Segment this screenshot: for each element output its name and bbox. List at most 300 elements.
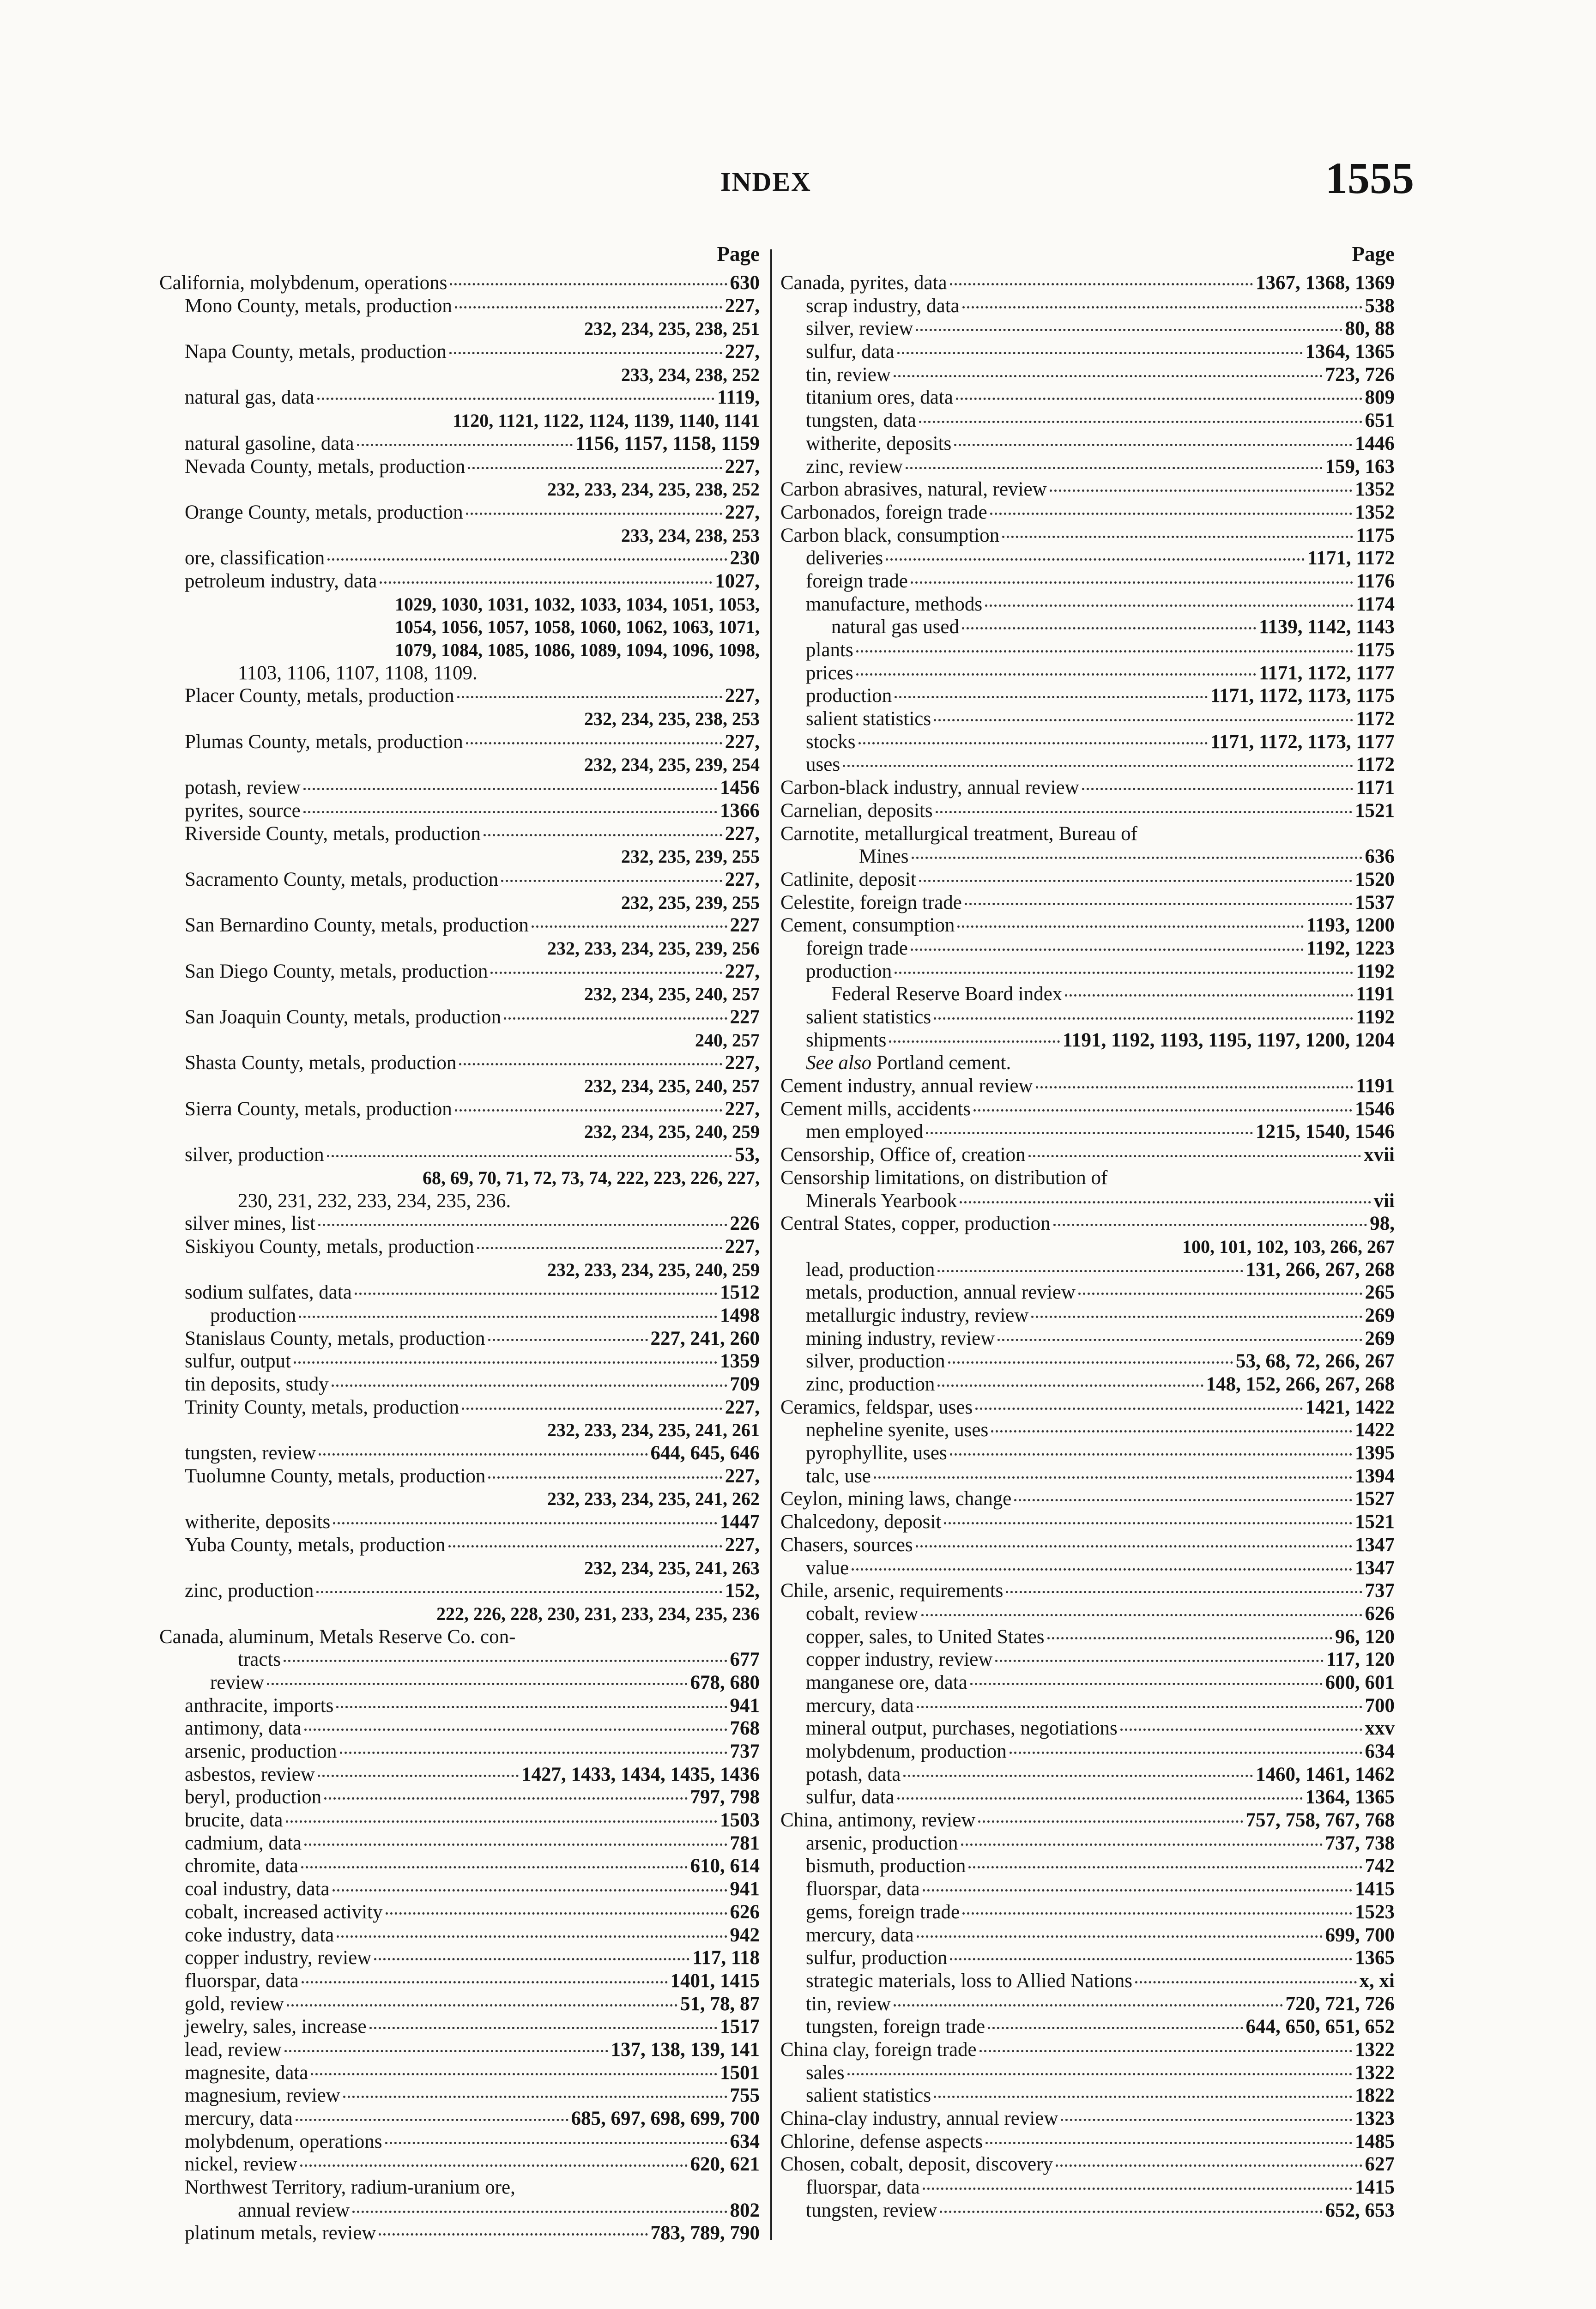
entry-page-refs: 1215, 1540, 1546 [1256, 1121, 1395, 1143]
entry-text: Chlorine, defense aspects [780, 2130, 983, 2152]
entry-page-refs: 227, [725, 685, 760, 707]
dot-leader [847, 2073, 1352, 2075]
entry-page-refs: 1192 [1356, 1006, 1395, 1028]
entry-text: stocks [806, 731, 856, 753]
entry-text: Riverside County, metals, production [185, 822, 481, 845]
dot-leader [318, 1775, 519, 1777]
dot-leader [926, 1132, 1253, 1134]
entry-text: Celestite, foreign trade [780, 891, 962, 913]
entry-text: shipments [806, 1029, 887, 1051]
entry-page-refs: 148, 152, 266, 267, 268 [1206, 1373, 1395, 1395]
entry-text: mineral output, purchases, negotiations [806, 1717, 1118, 1740]
entry-page-refs: 1171, 1172, 1173, 1177 [1210, 731, 1395, 753]
dot-leader [490, 972, 722, 974]
entry-text: Chile, arsenic, requirements [780, 1580, 1004, 1602]
dot-leader [336, 1706, 727, 1708]
entry-page-refs: 626 [730, 1901, 760, 1923]
entry-page-refs: 269 [1365, 1304, 1395, 1326]
entry-text: Mono County, metals, production [185, 295, 452, 317]
entry-page-refs: 131, 266, 267, 268 [1245, 1258, 1395, 1281]
dot-leader [950, 1958, 1352, 1960]
dot-leader [919, 880, 1352, 882]
dot-leader [317, 398, 714, 400]
index-entry [159, 501, 760, 524]
entry-page-refs: 1191, 1192, 1193, 1195, 1197, 1200, 1204 [1062, 1029, 1395, 1051]
dot-leader [889, 1040, 1059, 1043]
entry-page-refs: 677 [730, 1649, 760, 1671]
entry-text: Napa County, metals, production [185, 341, 447, 363]
entry-page-refs: 634 [730, 2130, 760, 2152]
index-entry-continuation [159, 317, 760, 340]
entry-text: silver, review [806, 318, 913, 340]
dot-leader [311, 2073, 717, 2075]
entry-text: gems, foreign trade [806, 1901, 960, 1923]
dot-leader [318, 1224, 727, 1226]
entry-text: pyrites, source [185, 799, 301, 822]
dot-leader [286, 1820, 717, 1823]
entry-text: plants [806, 639, 853, 661]
entry-text: Trinity County, metals, production [185, 1396, 459, 1418]
entry-page-refs: 757, 758, 767, 768 [1245, 1809, 1395, 1831]
entry-text: tungsten, review [806, 2199, 937, 2221]
dot-leader [950, 1453, 1352, 1456]
entry-text: foreign trade [806, 570, 908, 592]
entry-text: cobalt, review [806, 1602, 919, 1625]
index-entry [780, 1671, 1395, 1694]
entry-text: China, antimony, review [780, 1809, 976, 1831]
entry-page-refs: 644, 645, 646 [650, 1442, 760, 1464]
entry-text: copper industry, review [806, 1649, 993, 1671]
entry-text: 232, 233, 234, 235, 240, 259 [547, 1259, 760, 1280]
entry-page-refs: 941 [730, 1694, 760, 1717]
dot-leader [468, 467, 722, 469]
dot-leader [1002, 536, 1353, 538]
entry-text: anthracite, imports [185, 1694, 334, 1717]
entry-text: salient statistics [806, 2085, 931, 2107]
entry-text: talc, use [806, 1465, 871, 1487]
index-entry [780, 1786, 1395, 1809]
dot-leader [284, 2050, 608, 2052]
entry-page-refs: 230 [730, 547, 760, 569]
index-entry-continuation [159, 1167, 760, 1190]
entry-text: sulfur, production [806, 1947, 948, 1969]
dot-leader [466, 742, 722, 744]
page-number: 1555 [1325, 153, 1414, 203]
entry-text: tin, review [806, 363, 891, 386]
entry-text: natural gas used [831, 616, 960, 638]
index-entry-continuation [159, 983, 760, 1006]
entry-text: witherite, deposits [185, 1511, 331, 1533]
index-entry [159, 1373, 760, 1396]
index-entry [780, 2061, 1395, 2085]
dot-leader [894, 2004, 1283, 2007]
index-entry [780, 1579, 1395, 1602]
entry-page-refs: 1359 [720, 1350, 760, 1372]
entry-page-refs: 269 [1365, 1327, 1395, 1349]
dot-leader [919, 421, 1362, 423]
entry-text: Sierra County, metals, production [185, 1098, 452, 1120]
entry-text: strategic materials, loss to Allied Nations [806, 1970, 1132, 1992]
index-entry [780, 1465, 1395, 1488]
dot-leader [998, 1339, 1362, 1341]
dot-leader [843, 765, 1353, 767]
entry-text: Carbon abrasives, natural, review [780, 478, 1047, 501]
entry-page-refs: 737 [730, 1741, 760, 1762]
index-entry [780, 731, 1395, 754]
entry-text: sulfur, data [806, 1786, 895, 1808]
index-entry [159, 1396, 760, 1419]
entry-text: Orange County, metals, production [185, 501, 463, 523]
entry-text: uses [806, 754, 840, 776]
column-heading-page: Page [717, 242, 760, 266]
entry-page-refs: 700 [1365, 1694, 1395, 1717]
index-entry [780, 983, 1395, 1006]
entry-text: zinc, production [185, 1580, 314, 1602]
index-entry-continuation [159, 639, 760, 662]
index-entry [780, 593, 1395, 616]
entry-text: titanium ores, data [806, 387, 953, 409]
entry-text: sulfur, output [185, 1350, 291, 1372]
index-entry [159, 1304, 760, 1327]
dot-leader [985, 604, 1353, 607]
index-entry [780, 295, 1395, 318]
entry-page-refs: 53, [735, 1144, 760, 1166]
dot-leader [856, 650, 1354, 653]
index-entry [780, 662, 1395, 685]
index-entry [780, 707, 1395, 731]
entry-text: chromite, data [185, 1855, 298, 1877]
index-entry [780, 1190, 1395, 1213]
index-entry [159, 1648, 760, 1671]
dot-leader [991, 1430, 1352, 1433]
index-entry [780, 524, 1395, 547]
dot-leader [921, 1614, 1362, 1616]
entry-page-refs: 1119, [717, 387, 760, 409]
index-entry [159, 2153, 760, 2176]
entry-text: Shasta County, metals, production [185, 1052, 457, 1074]
entry-text: sodium sulfates, data [185, 1281, 352, 1304]
entry-text: 100, 101, 102, 103, 266, 267 [1182, 1236, 1395, 1257]
entry-text: Censorship limitations, on distribution of [780, 1167, 1108, 1189]
entry-text: 233, 234, 238, 253 [621, 525, 760, 546]
entry-text: 232, 234, 235, 240, 257 [584, 984, 760, 1005]
index-entry [159, 776, 760, 799]
entry-text: manufacture, methods [806, 593, 983, 615]
index-entry [159, 822, 760, 846]
entry-text: copper, sales, to United States [806, 1626, 1045, 1648]
entry-text: ore, classification [185, 547, 325, 569]
entry-page-refs: 1156, 1157, 1158, 1159 [575, 432, 760, 454]
dot-leader [950, 283, 1253, 285]
dot-leader [455, 306, 722, 308]
entry-page-refs: 630 [730, 272, 760, 294]
index-entry-continuation [780, 1235, 1395, 1258]
entry-page-refs: 1366 [720, 799, 760, 822]
index-entry [780, 1602, 1395, 1626]
index-entry-continuation [159, 1190, 760, 1213]
index-entry [159, 1143, 760, 1167]
entry-page-refs: 152, [725, 1580, 760, 1602]
dot-leader [287, 2004, 677, 2007]
dot-leader [923, 2188, 1352, 2190]
entry-text: 232, 234, 235, 239, 254 [584, 754, 760, 775]
dot-leader [501, 880, 722, 882]
entry-page-refs: 1193, 1200 [1306, 914, 1395, 937]
entry-page-refs: 709 [730, 1373, 760, 1395]
entry-page-refs: 1027, [715, 570, 760, 592]
index-entry [780, 776, 1395, 799]
entry-text: zinc, review [806, 455, 903, 478]
index-entry [780, 2130, 1395, 2153]
entry-page-refs: 227, [725, 1098, 760, 1120]
index-entry [780, 1878, 1395, 1901]
entry-page-refs: 227, [725, 1396, 760, 1418]
index-entry-continuation [159, 1029, 760, 1052]
dot-leader [1036, 1086, 1354, 1088]
entry-page-refs: 1191 [1356, 1075, 1395, 1097]
entry-page-refs: 1323 [1355, 2108, 1395, 2129]
dot-leader [1028, 1155, 1361, 1157]
index-entry [780, 1557, 1395, 1580]
entry-page-refs: 227, [725, 1465, 760, 1487]
entry-page-refs: 1171, 1172, 1173, 1175 [1210, 685, 1395, 707]
entry-text: 232, 234, 235, 238, 253 [584, 708, 760, 730]
index-entry [159, 295, 760, 318]
entry-text: 232, 233, 234, 235, 238, 252 [547, 479, 760, 500]
dot-leader [956, 398, 1362, 400]
entry-text: fluorspar, data [185, 1970, 299, 1992]
entry-text: Cement industry, annual review [780, 1075, 1033, 1097]
entry-page-refs: 226 [730, 1213, 760, 1235]
entry-text: tungsten, foreign trade [806, 2016, 985, 2038]
entry-text: 222, 226, 228, 230, 231, 233, 234, 235, 236 [436, 1603, 760, 1624]
dot-leader [1010, 1752, 1362, 1754]
entry-text: value [806, 1557, 849, 1579]
entry-page-refs: 723, 726 [1325, 363, 1395, 386]
index-entry [159, 1832, 760, 1855]
entry-page-refs: 720, 721, 726 [1285, 1993, 1395, 2015]
entry-page-refs: 1546 [1355, 1098, 1395, 1120]
index-entry [159, 1212, 760, 1235]
dot-leader [985, 2142, 1352, 2144]
index-entry [780, 1648, 1395, 1671]
entry-page-refs: 227 [730, 914, 760, 937]
index-entry [159, 1442, 760, 1465]
dot-leader [962, 306, 1362, 308]
index-entry [780, 1120, 1395, 1143]
entry-text: potash, review [185, 777, 301, 799]
dot-leader [960, 1201, 1371, 1203]
index-entry-continuation [159, 524, 760, 547]
entry-page-refs: 1421, 1422 [1305, 1396, 1395, 1418]
entry-text: Catlinite, deposit [780, 868, 916, 890]
entry-page-refs: 1415 [1355, 1878, 1395, 1900]
dot-leader [970, 1683, 1323, 1685]
entry-page-refs: 1171 [1356, 777, 1395, 799]
index-entry [159, 2130, 760, 2153]
index-entry [159, 1671, 760, 1694]
entry-page-refs: 1172 [1356, 754, 1395, 776]
index-entry [780, 1258, 1395, 1281]
entry-page-refs: 1520 [1355, 868, 1395, 890]
page-title: INDEX [720, 167, 811, 197]
entry-text: manganese ore, data [806, 1671, 967, 1693]
index-entry [780, 2107, 1395, 2130]
entry-text: Carbon black, consumption [780, 524, 1000, 546]
entry-text: annual review [238, 2199, 350, 2221]
entry-text: Northwest Territory, radium-uranium ore, [185, 2176, 515, 2199]
index-entry [780, 2199, 1395, 2222]
dot-leader [975, 1408, 1302, 1410]
entry-page-refs: 1523 [1355, 1901, 1395, 1923]
dot-leader [897, 352, 1303, 354]
dot-leader [995, 1660, 1323, 1662]
entry-text: copper industry, review [185, 1947, 372, 1969]
index-entry [780, 340, 1395, 363]
entry-text: San Joaquin County, metals, production [185, 1006, 502, 1028]
index-entry [780, 2084, 1395, 2107]
entry-page-refs: 117, 118 [692, 1947, 760, 1969]
index-entry [780, 822, 1395, 846]
entry-page-refs: x, xi [1359, 1970, 1395, 1992]
entry-text: sulfur, data [806, 341, 895, 363]
entry-page-refs: xxv [1365, 1717, 1395, 1740]
entry-page-refs: 1347 [1355, 1557, 1395, 1579]
index-entry-continuation [159, 707, 760, 731]
index-entry [780, 409, 1395, 432]
entry-text: silver, production [806, 1350, 945, 1372]
dot-leader [296, 2119, 568, 2121]
entry-text: men employed [806, 1121, 924, 1143]
index-entry [159, 1511, 760, 1534]
entry-page-refs: 265 [1365, 1281, 1395, 1304]
entry-text: potash, data [806, 1763, 901, 1785]
entry-page-refs: 1394 [1355, 1465, 1395, 1487]
index-entry [780, 1832, 1395, 1855]
entry-text: salient statistics [806, 708, 931, 730]
index-entry [780, 1350, 1395, 1373]
dot-leader [457, 696, 722, 698]
index-entry-continuation [159, 1487, 760, 1511]
dot-leader [337, 1935, 727, 1938]
entry-text: Nevada County, metals, production [185, 455, 466, 478]
dot-leader [894, 375, 1323, 377]
index-entry [159, 1740, 760, 1763]
dot-leader [1050, 490, 1352, 492]
entry-text: nepheline syenite, uses [806, 1419, 989, 1441]
index-entry [159, 1809, 760, 1832]
dot-leader [477, 1247, 722, 1249]
dot-leader [316, 1591, 722, 1593]
entry-text: 1103, 1106, 1107, 1108, 1109. [238, 662, 478, 684]
dot-leader [294, 1361, 717, 1364]
dot-leader [449, 352, 722, 354]
entry-page-refs: 644, 650, 651, 652 [1245, 2016, 1395, 2038]
entry-text: Chasers, sources [780, 1534, 913, 1556]
entry-page-refs: 137, 138, 139, 141 [611, 2038, 760, 2061]
entry-page-refs: 1322 [1355, 2038, 1395, 2061]
dot-leader [532, 925, 727, 928]
dot-leader [912, 857, 1362, 859]
entry-page-refs: 797, 798 [690, 1786, 760, 1808]
index-entry-continuation [159, 363, 760, 387]
entry-page-refs: 1395 [1355, 1442, 1395, 1464]
index-entry [159, 1924, 760, 1947]
entry-page-refs: 636 [1365, 846, 1395, 868]
index-entry-continuation [159, 478, 760, 501]
entry-text: mercury, data [185, 2108, 293, 2129]
index-entry [159, 1098, 760, 1121]
entry-page-refs: 1364, 1365 [1305, 1786, 1395, 1808]
dot-leader [302, 1981, 668, 1983]
entry-page-refs: 1139, 1142, 1143 [1259, 616, 1395, 638]
index-entry [780, 845, 1395, 868]
entry-page-refs: 1485 [1355, 2130, 1395, 2152]
entry-page-refs: 1503 [720, 1809, 760, 1831]
dot-leader [990, 513, 1352, 515]
index-entry [780, 1006, 1395, 1029]
dot-leader [957, 925, 1303, 928]
index-entry [780, 1970, 1395, 1993]
entry-text: asbestos, review [185, 1763, 315, 1785]
entry-text: Placer County, metals, production [185, 685, 454, 707]
index-entry [159, 432, 760, 455]
dot-leader [1047, 1637, 1332, 1639]
entry-page-refs: 1191 [1356, 983, 1395, 1005]
entry-text: Canada, pyrites, data [780, 272, 947, 294]
index-entry [780, 1075, 1395, 1098]
dot-leader [352, 2211, 727, 2213]
entry-text: tungsten, data [806, 410, 916, 432]
index-column-right [780, 240, 1395, 2222]
dot-leader [936, 811, 1352, 813]
entry-text: deliveries [806, 547, 883, 569]
dot-leader [934, 2096, 1352, 2098]
dot-leader [916, 329, 1342, 331]
entry-text: Cement, consumption [780, 914, 955, 937]
index-entry [780, 891, 1395, 914]
entry-text: prices [806, 662, 853, 684]
entry-text: Mines [859, 846, 909, 868]
entry-text: platinum metals, review [185, 2222, 376, 2244]
dot-leader [916, 1545, 1352, 1547]
entry-text: San Diego County, metals, production [185, 960, 488, 982]
index-entry [159, 2084, 760, 2107]
entry-page-refs: 227, [725, 501, 760, 523]
dot-leader [968, 1866, 1362, 1868]
entry-page-refs: 227 [730, 1006, 760, 1028]
entry-text: Carbonados, foreign trade [780, 501, 987, 523]
index-entry [780, 1717, 1395, 1740]
dot-leader [304, 1844, 727, 1846]
index-entry [159, 1235, 760, 1258]
index-entry [780, 799, 1395, 822]
dot-leader [332, 1384, 727, 1387]
dot-leader [940, 2211, 1322, 2213]
index-entry [159, 1786, 760, 1809]
entry-text: metals, production, annual review [806, 1281, 1076, 1304]
entry-page-refs: 1347 [1355, 1534, 1395, 1556]
index-entry [159, 1946, 760, 1970]
entry-text: scrap industry, data [806, 295, 960, 317]
index-entry [780, 1626, 1395, 1649]
index-entry [159, 1855, 760, 1878]
entry-text: Sacramento County, metals, production [185, 868, 499, 890]
dot-leader [917, 1706, 1362, 1708]
entry-text: witherite, deposits [806, 432, 952, 454]
entry-page-refs: 1352 [1355, 478, 1395, 501]
dot-leader [267, 1683, 688, 1685]
